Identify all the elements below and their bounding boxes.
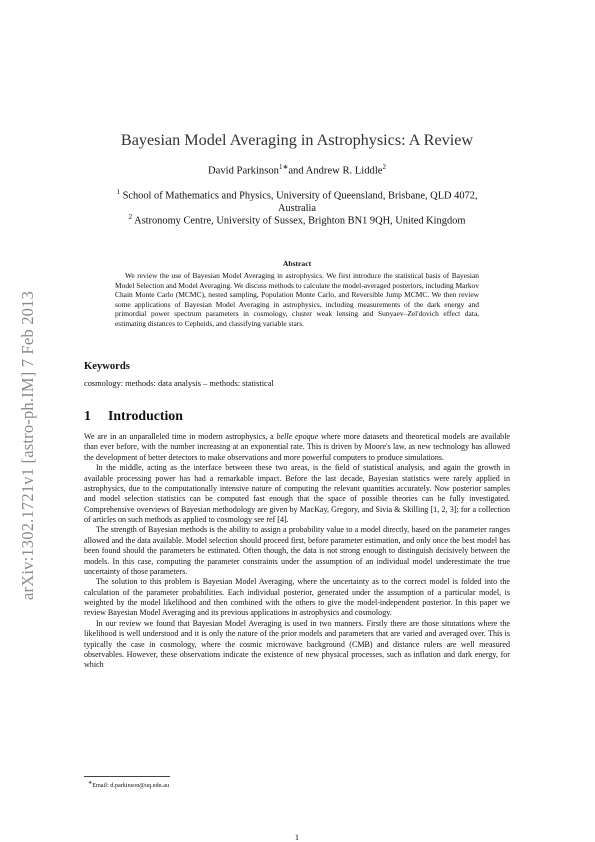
- footnote: [88, 780, 169, 789]
- paragraph-4: The solution to this problem is Bayesian Model Averaging, where the uncertainty as to the correct model is folded into the calculation of the parameter probabilities. Each individual posterior, generated under the assumption of a particular model, is weighted by the model likelihood and then combined with the others to give the model-independent posterior. In this paper we review Bayesian Model Averaging and its previous applications in astrophysics and cosmology.: [84, 577, 510, 618]
- author-2-mark: 2: [382, 163, 386, 171]
- arxiv-identifier: arXiv:1302.1721v1 [astro-ph.IM] 7 Feb 2013: [18, 290, 37, 600]
- paragraph-1-end: where more datasets and theoretical models are available than ever before, with the number increasing at an exponential rate. This is driven by Moore's law, as new technology has allowed the development of better detectors to make observations and more powerful computers to produce simulations.: [84, 432, 511, 462]
- affiliation-1-mark: 1: [116, 188, 120, 196]
- paragraph-2: In the middle, acting as the interface between these two areas, is the field of statistical analysis, and again the growth in available processing power has had a remarkable impact. Before the last decade, Bayesian statistics were rarely applied in astrophysics, due to the computationally intensive nature of computing the relevant quantities accurately. Now posterior samples and model selection statistics can be computed fast enough that the space of possible theories can be fully investigated. Comprehensive overviews of Bayesian methodology are given by MacKay, Gregory, and Sivia & Skilling [1, 2, 3]; for a collection of articles on such methods as applied to cosmology see ref [4].: [84, 463, 510, 524]
- author-1-marks: 1∗: [278, 163, 289, 171]
- abstract-text: We review the use of Bayesian Model Averaging in astrophysics. We first introduce the statistical basis of Bayesian Model Selection and Model Averaging. We discuss methods to calculate the model-averaged posteriors, including Markov Chain Monte Carlo (MCMC), nested sampling, Population Monte Carlo, and Reversible Jump MCMC. We then review some applications of Bayesian Model Averaging in astrophysics, including measurements of the dark energy and primordial power spectrum parameters in cosmology, cluster weak lensing and Sunyaev–Zel'dovich effect data, estimating distances to Cepheids, and classifying variable stars.: [115, 271, 479, 328]
- paragraph-1: [84, 432, 510, 463]
- affiliation-2: [84, 211, 510, 228]
- affiliation-1-text: School of Mathematics and Physics, University of Queensland, Brisbane, QLD 4072,: [122, 190, 478, 202]
- section-heading: [84, 408, 183, 424]
- section-title: Introduction: [108, 408, 183, 423]
- keywords-text: cosmology: methods: data analysis – methods: statistical: [84, 379, 274, 388]
- page-number: 1: [294, 833, 300, 842]
- footnote-rule: [84, 776, 170, 777]
- abstract-heading: Abstract: [282, 259, 312, 268]
- footnote-mark: ∗: [88, 781, 93, 786]
- paragraph-1-start: We are in an unparalleled time in modern astrophysics, a: [84, 432, 277, 441]
- affiliation-2-mark: 2: [128, 213, 133, 221]
- affiliation-1-cont: Australia: [277, 202, 317, 214]
- belle-epoque-emphasis: belle epoque: [276, 432, 319, 441]
- author-connector: and Andrew R. Liddle: [288, 165, 383, 177]
- paragraph-3: The strength of Bayesian methods is the ability to assign a probability value to a model directly, based on the parameter ranges allowed and the data available. Model selection should proceed first, before parameter estimation, and only once the best model has been found should the parameters be estimated. Often though, the data is not strong enough to distinguish decisively between the models. In this case, computing the parameter constraints under the assumption of an individual model underestimate the true uncertainty of those parameters.: [84, 525, 510, 576]
- affiliation-2-text: Astronomy Centre, University of Sussex, Brighton BN1 9QH, United Kingdom: [134, 215, 466, 227]
- body-text: [84, 432, 510, 671]
- paper-title: Bayesian Model Averaging in Astrophysics: A Review: [120, 131, 474, 149]
- keywords-heading: Keywords: [84, 361, 130, 372]
- paragraph-5: In our review we found that Bayesian Model Averaging is used in two manners. Firstly there are those situtations where the likelihood is well understood and it is only the nature of the prior models and parameters that are varied and averaged over. This is typically the case in cosmology, where the cosmic microwave background (CMB) and distance rulers are well measured observables. However, these observations indicate the existence of new physical processes, such as inflation and dark energy, for which: [84, 618, 510, 670]
- section-number: 1: [84, 408, 91, 423]
- author-line: [84, 163, 510, 177]
- author-1: David Parkinson: [208, 165, 279, 177]
- footnote-email: Email: d.parkinson@uq.edu.au: [92, 782, 170, 790]
